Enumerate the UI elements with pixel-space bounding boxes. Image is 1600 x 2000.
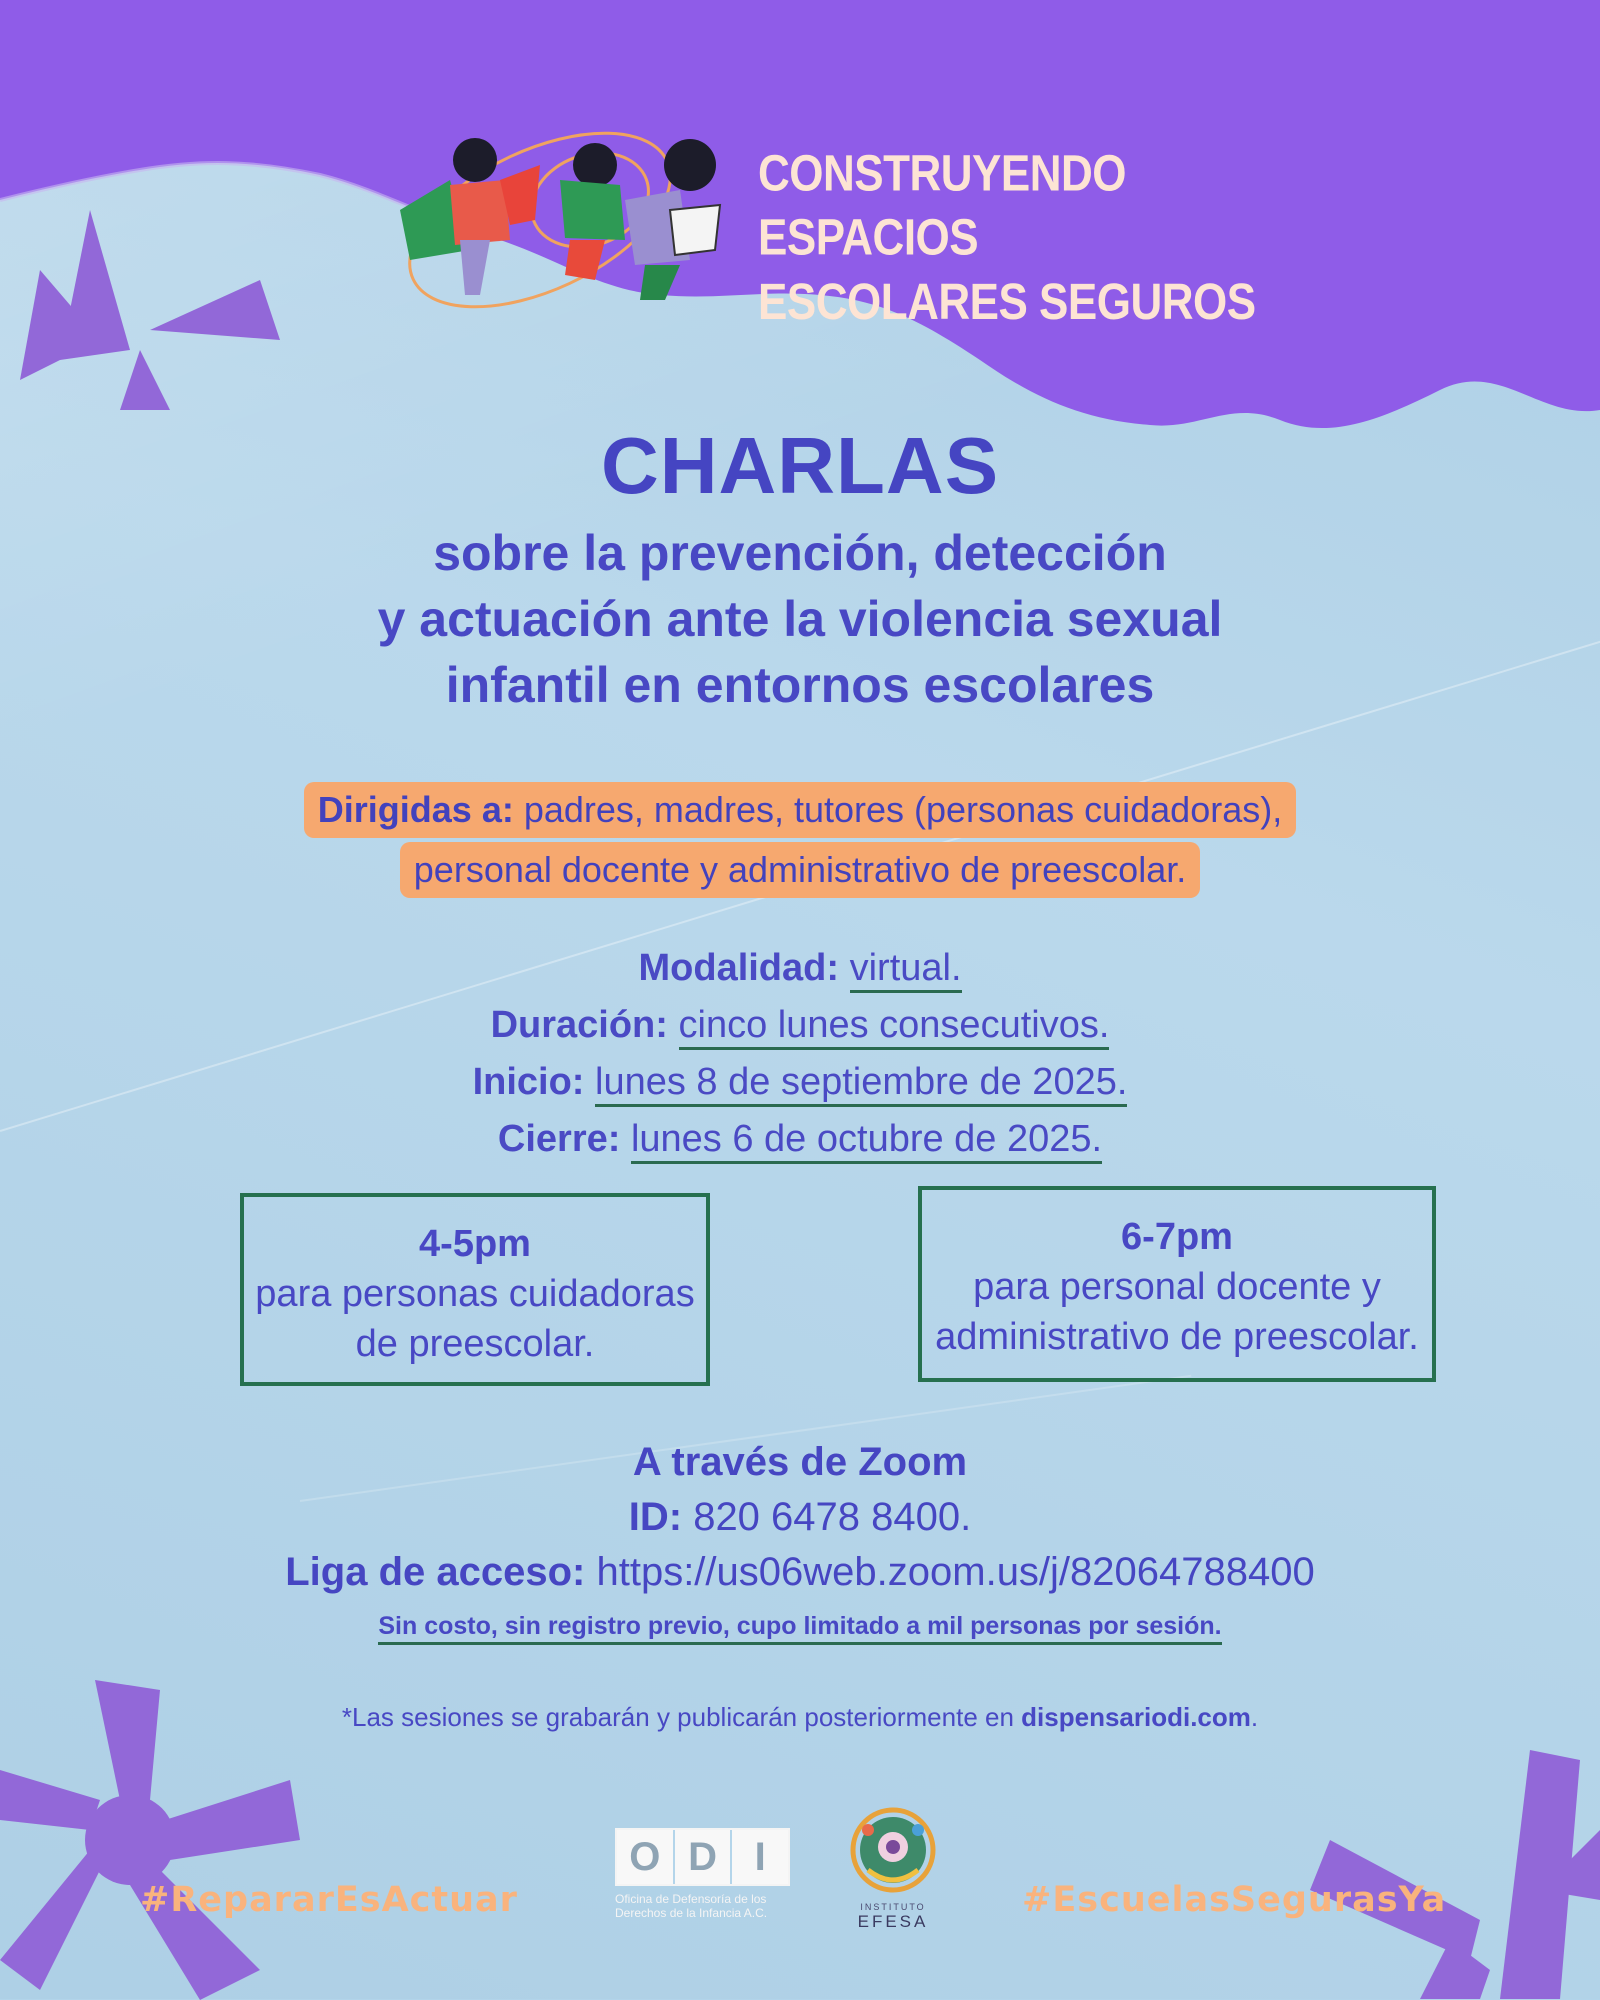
header-title [758,142,1278,335]
audience-line2: personal docente y administrativo de preescolar. [413,849,1187,890]
subtitle-line: y actuación ante la violencia sexual [377,591,1223,647]
cierre-label: Cierre: [497,1118,621,1160]
zoom-id-value: 820 6478 8400. [682,1495,972,1539]
session-audience-line: de preescolar. [355,1323,595,1365]
event-details [0,940,1600,1168]
kids-illustration [390,90,750,320]
main-title: CHARLAS [600,421,1000,510]
session-audience-line: administrativo de preescolar. [935,1316,1419,1358]
flower-top-left [0,150,320,410]
odi-letter: D [675,1830,733,1884]
odi-letter: O [617,1830,675,1884]
audience-highlight [304,782,1296,838]
hashtag-right: #EscuelasSegurasYa [1022,1880,1447,1920]
zoom-id-label: ID: [628,1495,683,1539]
footnote-end: . [1250,1702,1259,1732]
session-time: 6-7pm [1121,1216,1233,1258]
footnote-site-link[interactable]: dispensariodi.com [1021,1702,1251,1732]
zoom-link[interactable]: https://us06web.zoom.us/j/82064788400 [585,1550,1315,1594]
efesa-emblem-icon [848,1805,938,1895]
zoom-link-label: Liga de acceso: [285,1550,586,1594]
session-box-staff [918,1186,1436,1382]
audience-block [0,780,1600,900]
subtitle [0,520,1600,718]
modalidad-value: virtual. [850,947,962,993]
audience-line1: padres, madres, tutores (personas cuidadoras), [513,789,1283,830]
header-title-line1: CONSTRUYENDO ESPACIOS [758,145,1127,267]
cierre-value: lunes 6 de octubre de 2025. [631,1118,1102,1164]
efesa-small-text: INSTITUTO [860,1902,926,1912]
efesa-logo [838,1805,948,1932]
duracion-value: cinco lunes consecutivos. [679,1004,1110,1050]
subtitle-line: sobre la prevención, detección [433,525,1167,581]
footnote [0,1702,1600,1733]
session-box-caregivers [240,1193,710,1386]
session-time: 4-5pm [419,1223,531,1265]
registration-note-text: Sin costo, sin registro previo, cupo limitado a mil personas por sesión. [378,1612,1221,1645]
audience-label: Dirigidas a: [317,789,514,830]
zoom-heading: A través de Zoom [632,1440,968,1484]
footnote-text: *Las sesiones se grabarán y publicarán posteriormente en [341,1702,1022,1732]
registration-note [0,1612,1600,1641]
duracion-label: Duración: [490,1004,668,1046]
subtitle-line: infantil en entornos escolares [445,657,1155,713]
modalidad-label: Modalidad: [638,947,840,989]
odi-logo [615,1828,790,1920]
audience-highlight [400,842,1200,898]
hashtag-left: #RepararEsActuar [140,1880,518,1920]
session-audience-line: para personal docente y [973,1266,1381,1308]
header-title-line2: ESCOLARES SEGUROS [758,274,1256,331]
odi-name: Oficina de Defensoría de los Derechos de la Infancia A.C. [615,1892,768,1920]
odi-letter: I [732,1830,788,1884]
session-audience-line: para personas cuidadoras [255,1273,695,1315]
zoom-info [0,1435,1600,1600]
inicio-label: Inicio: [472,1061,585,1103]
inicio-value: lunes 8 de septiembre de 2025. [595,1061,1127,1107]
flower-bottom-right [1300,1740,1600,1999]
efesa-name: EFESA [857,1912,929,1931]
